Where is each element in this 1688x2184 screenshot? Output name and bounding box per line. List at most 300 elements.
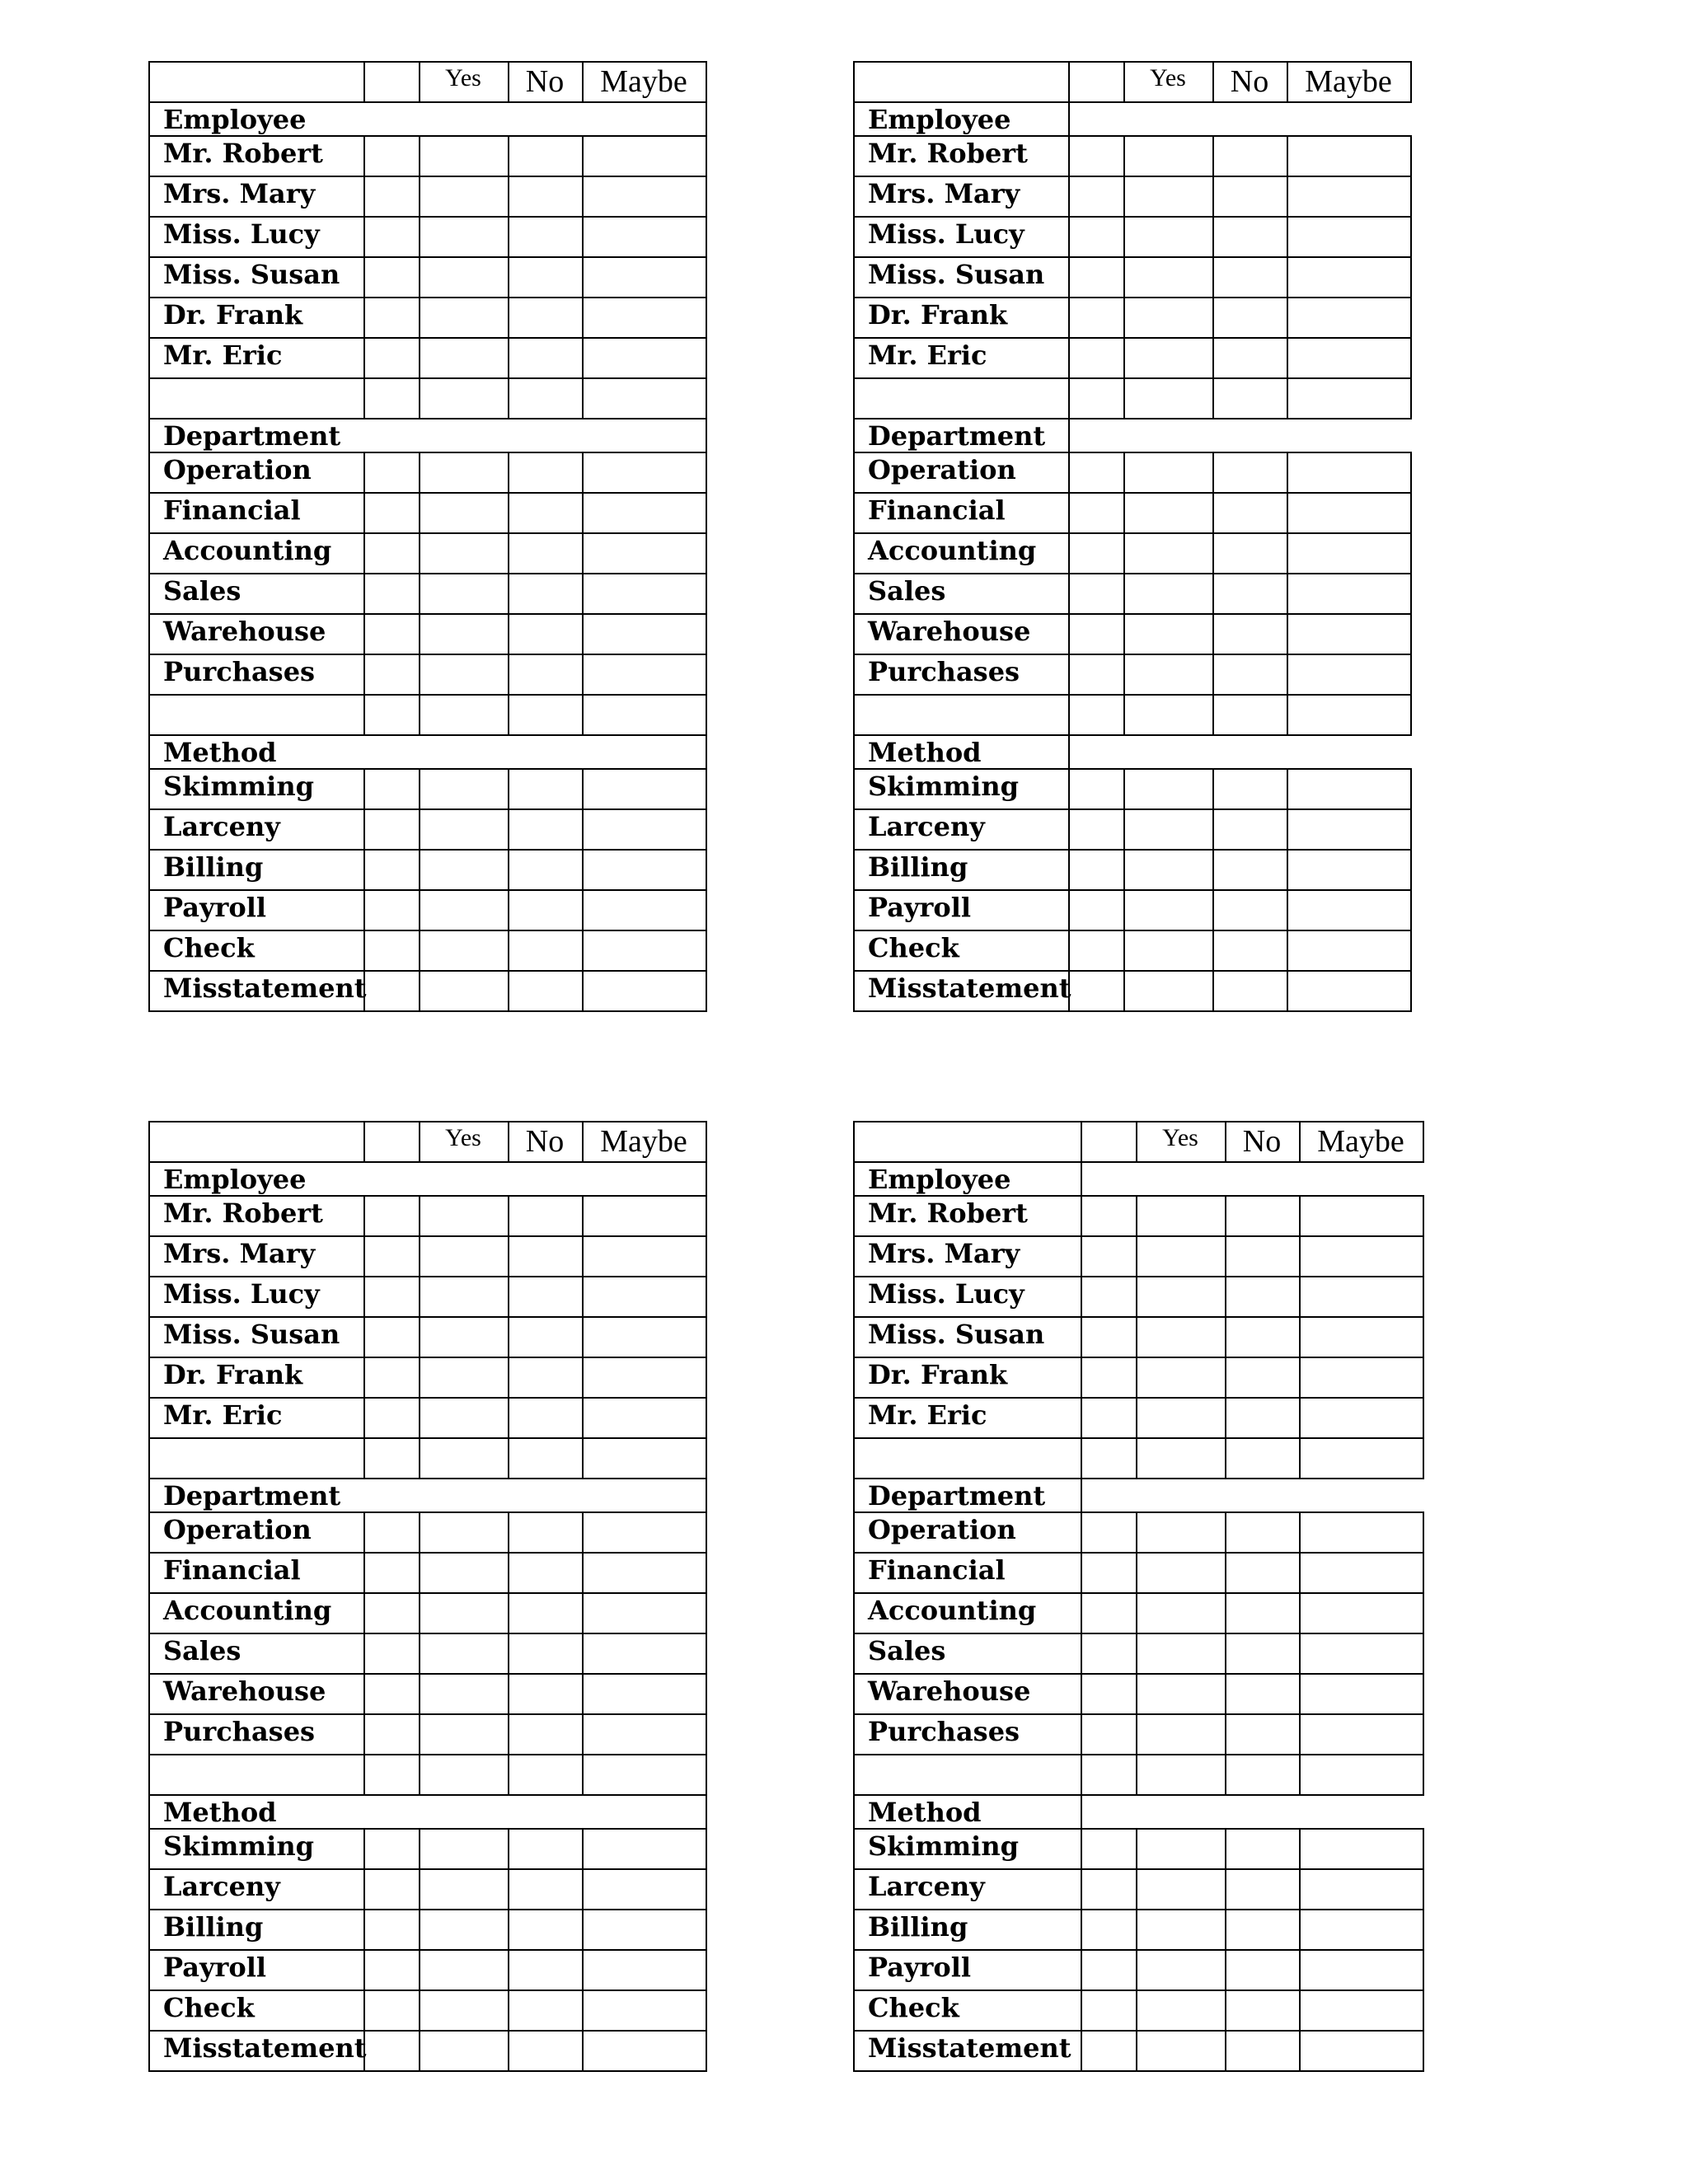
no-checkbox-mr-robert[interactable] [509,137,582,176]
yes-checkbox-financial[interactable] [1137,1554,1225,1592]
yes-checkbox-miss-susan[interactable] [1137,1318,1225,1357]
no-checkbox-operation[interactable] [1214,453,1287,492]
maybe-checkbox-blank-department[interactable] [1288,696,1410,734]
mark-cell-billing[interactable] [365,851,419,889]
mark-cell-payroll[interactable] [365,891,419,930]
yes-checkbox-blank-department[interactable] [1137,1755,1225,1794]
maybe-checkbox-billing[interactable] [1301,1910,1423,1949]
mark-cell-mr-eric[interactable] [1070,339,1123,377]
mark-cell-miss-lucy[interactable] [365,1277,419,1316]
no-checkbox-mr-eric[interactable] [1214,339,1287,377]
maybe-checkbox-operation[interactable] [584,1513,706,1552]
yes-checkbox-skimming[interactable] [420,1830,508,1868]
mark-cell-skimming[interactable] [365,1830,419,1868]
maybe-checkbox-miss-susan[interactable] [584,258,706,297]
maybe-checkbox-skimming[interactable] [1288,770,1410,808]
mark-cell-dr-frank[interactable] [1082,1358,1136,1397]
maybe-checkbox-skimming[interactable] [584,1830,706,1868]
maybe-checkbox-larceny[interactable] [1288,810,1410,849]
mark-cell-blank-department[interactable] [365,1755,419,1794]
no-checkbox-purchases[interactable] [509,1715,582,1754]
mark-cell-mr-robert[interactable] [365,1197,419,1235]
no-checkbox-skimming[interactable] [509,770,582,808]
mark-cell-purchases[interactable] [1070,655,1123,694]
maybe-checkbox-operation[interactable] [584,453,706,492]
no-checkbox-mr-eric[interactable] [1226,1399,1299,1437]
maybe-checkbox-miss-susan[interactable] [1301,1318,1423,1357]
mark-cell-mr-robert[interactable] [365,137,419,176]
mark-cell-mrs-mary[interactable] [1082,1237,1136,1276]
yes-checkbox-accounting[interactable] [1125,534,1212,573]
mark-cell-warehouse[interactable] [365,1675,419,1713]
maybe-checkbox-mrs-mary[interactable] [1301,1237,1423,1276]
no-checkbox-financial[interactable] [1214,494,1287,532]
maybe-checkbox-mr-eric[interactable] [1301,1399,1423,1437]
mark-cell-mr-eric[interactable] [1082,1399,1136,1437]
yes-checkbox-mr-eric[interactable] [420,339,508,377]
mark-cell-warehouse[interactable] [1070,615,1123,654]
no-checkbox-warehouse[interactable] [1226,1675,1299,1713]
yes-checkbox-sales[interactable] [1125,574,1212,613]
mark-cell-operation[interactable] [365,453,419,492]
mark-cell-blank-department[interactable] [1070,696,1123,734]
yes-checkbox-accounting[interactable] [1137,1594,1225,1633]
mark-cell-blank-employee[interactable] [365,379,419,418]
yes-checkbox-billing[interactable] [1137,1910,1225,1949]
yes-checkbox-mrs-mary[interactable] [420,177,508,216]
maybe-checkbox-billing[interactable] [584,851,706,889]
maybe-checkbox-blank-employee[interactable] [1288,379,1410,418]
no-checkbox-accounting[interactable] [509,534,582,573]
no-checkbox-billing[interactable] [509,1910,582,1949]
maybe-checkbox-purchases[interactable] [584,1715,706,1754]
mark-cell-accounting[interactable] [1082,1594,1136,1633]
yes-checkbox-accounting[interactable] [420,534,508,573]
maybe-checkbox-miss-lucy[interactable] [1301,1277,1423,1316]
maybe-checkbox-dr-frank[interactable] [584,1358,706,1397]
mark-cell-miss-susan[interactable] [365,258,419,297]
no-checkbox-billing[interactable] [509,851,582,889]
maybe-checkbox-check[interactable] [1288,931,1410,970]
no-checkbox-mrs-mary[interactable] [1226,1237,1299,1276]
maybe-checkbox-mr-robert[interactable] [584,137,706,176]
mark-cell-misstatement[interactable] [365,2032,419,2070]
no-checkbox-mrs-mary[interactable] [1214,177,1287,216]
no-checkbox-mr-eric[interactable] [509,1399,582,1437]
maybe-checkbox-check[interactable] [584,931,706,970]
no-checkbox-mr-robert[interactable] [1214,137,1287,176]
mark-cell-mr-eric[interactable] [365,1399,419,1437]
maybe-checkbox-accounting[interactable] [584,534,706,573]
mark-cell-miss-susan[interactable] [365,1318,419,1357]
yes-checkbox-misstatement[interactable] [420,2032,508,2070]
mark-cell-larceny[interactable] [365,810,419,849]
no-checkbox-warehouse[interactable] [1214,615,1287,654]
mark-cell-sales[interactable] [365,574,419,613]
mark-cell-accounting[interactable] [1070,534,1123,573]
yes-checkbox-sales[interactable] [420,1634,508,1673]
yes-checkbox-accounting[interactable] [420,1594,508,1633]
no-checkbox-misstatement[interactable] [1226,2032,1299,2070]
mark-cell-dr-frank[interactable] [365,1358,419,1397]
no-checkbox-purchases[interactable] [1226,1715,1299,1754]
yes-checkbox-warehouse[interactable] [1137,1675,1225,1713]
mark-cell-mr-robert[interactable] [1070,137,1123,176]
no-checkbox-warehouse[interactable] [509,615,582,654]
mark-cell-payroll[interactable] [365,1951,419,1990]
mark-cell-mr-eric[interactable] [365,339,419,377]
no-checkbox-check[interactable] [1226,1991,1299,2030]
no-checkbox-blank-department[interactable] [509,696,582,734]
mark-cell-billing[interactable] [1070,851,1123,889]
maybe-checkbox-billing[interactable] [1288,851,1410,889]
yes-checkbox-mr-eric[interactable] [420,1399,508,1437]
maybe-checkbox-financial[interactable] [584,494,706,532]
yes-checkbox-mr-robert[interactable] [1137,1197,1225,1235]
yes-checkbox-larceny[interactable] [1137,1870,1225,1909]
no-checkbox-mr-robert[interactable] [509,1197,582,1235]
yes-checkbox-miss-lucy[interactable] [420,218,508,256]
no-checkbox-skimming[interactable] [509,1830,582,1868]
no-checkbox-check[interactable] [509,931,582,970]
yes-checkbox-skimming[interactable] [1125,770,1212,808]
maybe-checkbox-blank-employee[interactable] [584,1439,706,1478]
no-checkbox-dr-frank[interactable] [1226,1358,1299,1397]
maybe-checkbox-sales[interactable] [584,1634,706,1673]
mark-cell-skimming[interactable] [1070,770,1123,808]
yes-checkbox-miss-lucy[interactable] [1137,1277,1225,1316]
maybe-checkbox-accounting[interactable] [1301,1594,1423,1633]
no-checkbox-miss-susan[interactable] [1214,258,1287,297]
no-checkbox-miss-lucy[interactable] [509,218,582,256]
yes-checkbox-billing[interactable] [420,851,508,889]
mark-cell-miss-lucy[interactable] [1082,1277,1136,1316]
maybe-checkbox-dr-frank[interactable] [1301,1358,1423,1397]
yes-checkbox-miss-susan[interactable] [1125,258,1212,297]
maybe-checkbox-warehouse[interactable] [584,615,706,654]
yes-checkbox-blank-employee[interactable] [420,1439,508,1478]
no-checkbox-financial[interactable] [509,494,582,532]
no-checkbox-operation[interactable] [509,1513,582,1552]
mark-cell-accounting[interactable] [365,534,419,573]
maybe-checkbox-accounting[interactable] [584,1594,706,1633]
no-checkbox-sales[interactable] [1214,574,1287,613]
yes-checkbox-operation[interactable] [420,453,508,492]
maybe-checkbox-mrs-mary[interactable] [584,1237,706,1276]
yes-checkbox-blank-department[interactable] [1125,696,1212,734]
maybe-checkbox-mrs-mary[interactable] [1288,177,1410,216]
yes-checkbox-larceny[interactable] [420,1870,508,1909]
yes-checkbox-larceny[interactable] [420,810,508,849]
no-checkbox-accounting[interactable] [1226,1594,1299,1633]
mark-cell-billing[interactable] [365,1910,419,1949]
mark-cell-skimming[interactable] [1082,1830,1136,1868]
yes-checkbox-misstatement[interactable] [420,972,508,1010]
maybe-checkbox-billing[interactable] [584,1910,706,1949]
yes-checkbox-miss-lucy[interactable] [1125,218,1212,256]
mark-cell-financial[interactable] [1082,1554,1136,1592]
maybe-checkbox-mr-robert[interactable] [584,1197,706,1235]
mark-cell-misstatement[interactable] [365,972,419,1010]
maybe-checkbox-sales[interactable] [1288,574,1410,613]
no-checkbox-check[interactable] [509,1991,582,2030]
yes-checkbox-miss-susan[interactable] [420,1318,508,1357]
yes-checkbox-purchases[interactable] [420,655,508,694]
mark-cell-accounting[interactable] [365,1594,419,1633]
mark-cell-sales[interactable] [365,1634,419,1673]
no-checkbox-payroll[interactable] [1214,891,1287,930]
yes-checkbox-misstatement[interactable] [1125,972,1212,1010]
no-checkbox-payroll[interactable] [1226,1951,1299,1990]
no-checkbox-sales[interactable] [509,574,582,613]
no-checkbox-blank-employee[interactable] [1226,1439,1299,1478]
no-checkbox-larceny[interactable] [509,810,582,849]
no-checkbox-purchases[interactable] [509,655,582,694]
mark-cell-purchases[interactable] [365,655,419,694]
maybe-checkbox-blank-department[interactable] [1301,1755,1423,1794]
no-checkbox-skimming[interactable] [1226,1830,1299,1868]
maybe-checkbox-sales[interactable] [584,574,706,613]
no-checkbox-miss-lucy[interactable] [1214,218,1287,256]
yes-checkbox-misstatement[interactable] [1137,2032,1225,2070]
maybe-checkbox-financial[interactable] [1288,494,1410,532]
no-checkbox-sales[interactable] [1226,1634,1299,1673]
maybe-checkbox-payroll[interactable] [1301,1951,1423,1990]
no-checkbox-financial[interactable] [509,1554,582,1592]
yes-checkbox-check[interactable] [420,931,508,970]
no-checkbox-miss-lucy[interactable] [1226,1277,1299,1316]
maybe-checkbox-financial[interactable] [1301,1554,1423,1592]
yes-checkbox-blank-employee[interactable] [420,379,508,418]
maybe-checkbox-blank-employee[interactable] [1301,1439,1423,1478]
maybe-checkbox-larceny[interactable] [1301,1870,1423,1909]
no-checkbox-operation[interactable] [509,453,582,492]
yes-checkbox-blank-department[interactable] [420,1755,508,1794]
yes-checkbox-sales[interactable] [1137,1634,1225,1673]
maybe-checkbox-accounting[interactable] [1288,534,1410,573]
maybe-checkbox-warehouse[interactable] [1288,615,1410,654]
mark-cell-miss-susan[interactable] [1082,1318,1136,1357]
mark-cell-financial[interactable] [365,494,419,532]
mark-cell-dr-frank[interactable] [365,298,419,337]
maybe-checkbox-misstatement[interactable] [584,972,706,1010]
mark-cell-skimming[interactable] [365,770,419,808]
no-checkbox-misstatement[interactable] [1214,972,1287,1010]
yes-checkbox-dr-frank[interactable] [1137,1358,1225,1397]
mark-cell-miss-lucy[interactable] [365,218,419,256]
no-checkbox-blank-employee[interactable] [1214,379,1287,418]
maybe-checkbox-financial[interactable] [584,1554,706,1592]
mark-cell-mrs-mary[interactable] [1070,177,1123,216]
yes-checkbox-financial[interactable] [420,1554,508,1592]
mark-cell-purchases[interactable] [365,1715,419,1754]
mark-cell-larceny[interactable] [365,1870,419,1909]
maybe-checkbox-dr-frank[interactable] [1288,298,1410,337]
maybe-checkbox-purchases[interactable] [584,655,706,694]
maybe-checkbox-skimming[interactable] [584,770,706,808]
maybe-checkbox-misstatement[interactable] [584,2032,706,2070]
maybe-checkbox-warehouse[interactable] [1301,1675,1423,1713]
yes-checkbox-payroll[interactable] [420,1951,508,1990]
mark-cell-mrs-mary[interactable] [365,177,419,216]
yes-checkbox-purchases[interactable] [1137,1715,1225,1754]
maybe-checkbox-larceny[interactable] [584,810,706,849]
mark-cell-mrs-mary[interactable] [365,1237,419,1276]
no-checkbox-blank-department[interactable] [1214,696,1287,734]
maybe-checkbox-larceny[interactable] [584,1870,706,1909]
mark-cell-operation[interactable] [1070,453,1123,492]
yes-checkbox-operation[interactable] [420,1513,508,1552]
yes-checkbox-check[interactable] [420,1991,508,2030]
mark-cell-warehouse[interactable] [1082,1675,1136,1713]
yes-checkbox-payroll[interactable] [1137,1951,1225,1990]
yes-checkbox-operation[interactable] [1125,453,1212,492]
maybe-checkbox-mr-robert[interactable] [1301,1197,1423,1235]
no-checkbox-purchases[interactable] [1214,655,1287,694]
maybe-checkbox-payroll[interactable] [1288,891,1410,930]
maybe-checkbox-warehouse[interactable] [584,1675,706,1713]
yes-checkbox-blank-department[interactable] [420,696,508,734]
yes-checkbox-miss-lucy[interactable] [420,1277,508,1316]
no-checkbox-accounting[interactable] [1214,534,1287,573]
yes-checkbox-purchases[interactable] [1125,655,1212,694]
mark-cell-operation[interactable] [1082,1513,1136,1552]
yes-checkbox-mrs-mary[interactable] [420,1237,508,1276]
yes-checkbox-dr-frank[interactable] [420,1358,508,1397]
yes-checkbox-blank-employee[interactable] [1125,379,1212,418]
maybe-checkbox-blank-employee[interactable] [584,379,706,418]
no-checkbox-mrs-mary[interactable] [509,177,582,216]
maybe-checkbox-payroll[interactable] [584,1951,706,1990]
no-checkbox-misstatement[interactable] [509,972,582,1010]
yes-checkbox-miss-susan[interactable] [420,258,508,297]
yes-checkbox-operation[interactable] [1137,1513,1225,1552]
yes-checkbox-larceny[interactable] [1125,810,1212,849]
no-checkbox-payroll[interactable] [509,1951,582,1990]
mark-cell-mr-robert[interactable] [1082,1197,1136,1235]
yes-checkbox-mrs-mary[interactable] [1125,177,1212,216]
no-checkbox-sales[interactable] [509,1634,582,1673]
maybe-checkbox-check[interactable] [584,1991,706,2030]
yes-checkbox-mr-robert[interactable] [420,1197,508,1235]
yes-checkbox-payroll[interactable] [420,891,508,930]
yes-checkbox-warehouse[interactable] [1125,615,1212,654]
maybe-checkbox-mr-robert[interactable] [1288,137,1410,176]
no-checkbox-mr-robert[interactable] [1226,1197,1299,1235]
maybe-checkbox-miss-susan[interactable] [1288,258,1410,297]
yes-checkbox-mr-robert[interactable] [1125,137,1212,176]
no-checkbox-blank-employee[interactable] [509,1439,582,1478]
maybe-checkbox-miss-lucy[interactable] [584,218,706,256]
mark-cell-misstatement[interactable] [1082,2032,1136,2070]
maybe-checkbox-miss-lucy[interactable] [1288,218,1410,256]
no-checkbox-accounting[interactable] [509,1594,582,1633]
maybe-checkbox-skimming[interactable] [1301,1830,1423,1868]
no-checkbox-check[interactable] [1214,931,1287,970]
mark-cell-larceny[interactable] [1082,1870,1136,1909]
no-checkbox-payroll[interactable] [509,891,582,930]
maybe-checkbox-misstatement[interactable] [1301,2032,1423,2070]
no-checkbox-billing[interactable] [1214,851,1287,889]
yes-checkbox-financial[interactable] [420,494,508,532]
no-checkbox-blank-employee[interactable] [509,379,582,418]
yes-checkbox-mr-eric[interactable] [1137,1399,1225,1437]
no-checkbox-miss-susan[interactable] [1226,1318,1299,1357]
mark-cell-payroll[interactable] [1082,1951,1136,1990]
maybe-checkbox-payroll[interactable] [584,891,706,930]
no-checkbox-skimming[interactable] [1214,770,1287,808]
yes-checkbox-dr-frank[interactable] [420,298,508,337]
no-checkbox-blank-department[interactable] [1226,1755,1299,1794]
no-checkbox-dr-frank[interactable] [509,1358,582,1397]
maybe-checkbox-operation[interactable] [1288,453,1410,492]
no-checkbox-warehouse[interactable] [509,1675,582,1713]
no-checkbox-operation[interactable] [1226,1513,1299,1552]
maybe-checkbox-blank-department[interactable] [584,1755,706,1794]
maybe-checkbox-sales[interactable] [1301,1634,1423,1673]
yes-checkbox-mrs-mary[interactable] [1137,1237,1225,1276]
mark-cell-billing[interactable] [1082,1910,1136,1949]
mark-cell-miss-susan[interactable] [1070,258,1123,297]
mark-cell-financial[interactable] [365,1554,419,1592]
maybe-checkbox-misstatement[interactable] [1288,972,1410,1010]
maybe-checkbox-miss-susan[interactable] [584,1318,706,1357]
yes-checkbox-financial[interactable] [1125,494,1212,532]
no-checkbox-dr-frank[interactable] [509,298,582,337]
mark-cell-blank-employee[interactable] [1082,1439,1136,1478]
yes-checkbox-payroll[interactable] [1125,891,1212,930]
no-checkbox-larceny[interactable] [1226,1870,1299,1909]
yes-checkbox-check[interactable] [1125,931,1212,970]
maybe-checkbox-miss-lucy[interactable] [584,1277,706,1316]
maybe-checkbox-blank-department[interactable] [584,696,706,734]
no-checkbox-financial[interactable] [1226,1554,1299,1592]
no-checkbox-dr-frank[interactable] [1214,298,1287,337]
maybe-checkbox-mrs-mary[interactable] [584,177,706,216]
maybe-checkbox-dr-frank[interactable] [584,298,706,337]
maybe-checkbox-check[interactable] [1301,1991,1423,2030]
no-checkbox-misstatement[interactable] [509,2032,582,2070]
yes-checkbox-skimming[interactable] [420,770,508,808]
mark-cell-check[interactable] [1082,1991,1136,2030]
mark-cell-blank-department[interactable] [365,696,419,734]
maybe-checkbox-mr-eric[interactable] [1288,339,1410,377]
yes-checkbox-sales[interactable] [420,574,508,613]
no-checkbox-miss-lucy[interactable] [509,1277,582,1316]
maybe-checkbox-mr-eric[interactable] [584,1399,706,1437]
yes-checkbox-check[interactable] [1137,1991,1225,2030]
no-checkbox-mrs-mary[interactable] [509,1237,582,1276]
no-checkbox-larceny[interactable] [1214,810,1287,849]
yes-checkbox-billing[interactable] [1125,851,1212,889]
no-checkbox-miss-susan[interactable] [509,258,582,297]
maybe-checkbox-purchases[interactable] [1288,655,1410,694]
mark-cell-payroll[interactable] [1070,891,1123,930]
mark-cell-financial[interactable] [1070,494,1123,532]
mark-cell-check[interactable] [365,931,419,970]
mark-cell-check[interactable] [1070,931,1123,970]
mark-cell-blank-employee[interactable] [1070,379,1123,418]
yes-checkbox-dr-frank[interactable] [1125,298,1212,337]
mark-cell-blank-employee[interactable] [365,1439,419,1478]
no-checkbox-blank-department[interactable] [509,1755,582,1794]
yes-checkbox-warehouse[interactable] [420,1675,508,1713]
no-checkbox-miss-susan[interactable] [509,1318,582,1357]
mark-cell-larceny[interactable] [1070,810,1123,849]
yes-checkbox-mr-robert[interactable] [420,137,508,176]
mark-cell-sales[interactable] [1070,574,1123,613]
yes-checkbox-skimming[interactable] [1137,1830,1225,1868]
